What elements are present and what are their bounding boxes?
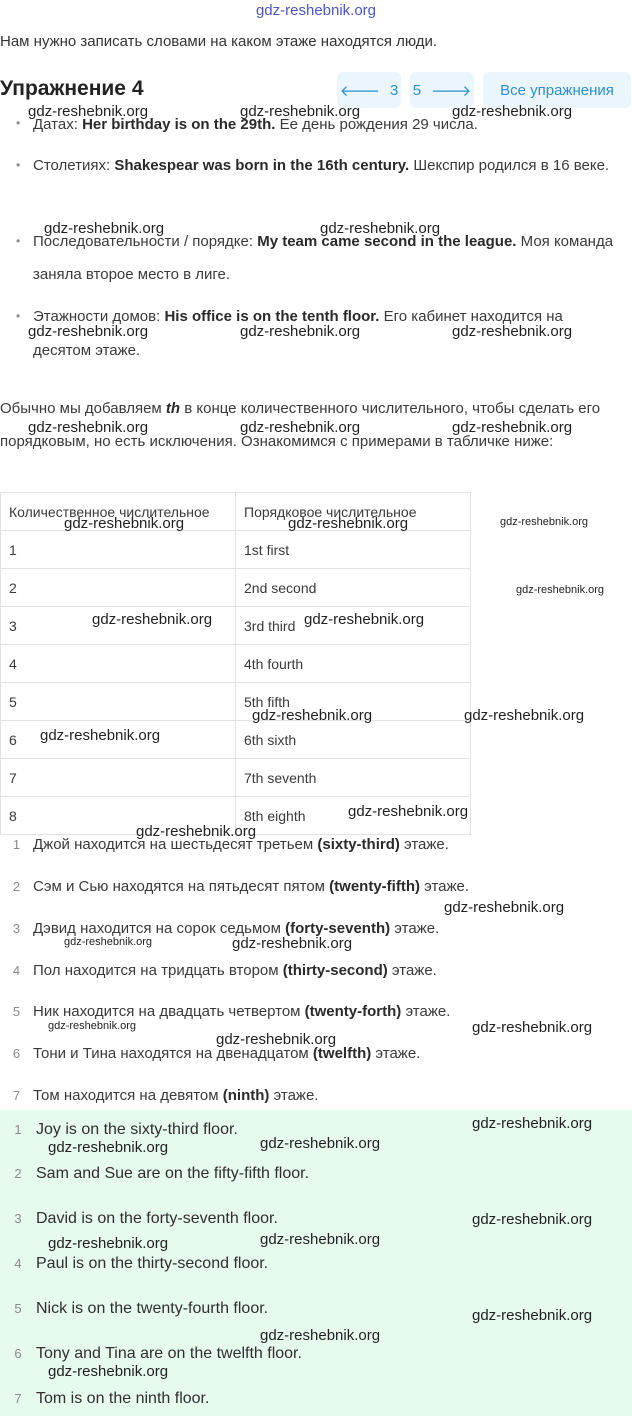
watermark: gdz-reshebnik.org	[48, 1363, 169, 1380]
task-item: 4 Пол находится на тридцать втором (thirty-second) этаже.	[12, 962, 437, 979]
watermark: gdz-reshebnik.org	[28, 419, 149, 436]
watermark: gdz-reshebnik.org	[48, 1020, 137, 1032]
watermark: gdz-reshebnik.org	[260, 1327, 381, 1344]
watermark: gdz-reshebnik.org	[260, 1135, 381, 1152]
arrow-right-icon: 🡒	[431, 82, 472, 100]
table-cell: 5	[1, 683, 236, 721]
table-row	[1, 569, 471, 607]
table-row	[1, 683, 471, 721]
bullet-icon: •	[16, 234, 21, 248]
bullet-icon: •	[16, 309, 21, 323]
watermark: gdz-reshebnik.org	[240, 419, 361, 436]
watermark: gdz-reshebnik.org	[444, 899, 565, 916]
table-cell: 3	[1, 607, 236, 645]
watermark: gdz-reshebnik.org	[452, 419, 573, 436]
watermark: gdz-reshebnik.org	[216, 1031, 337, 1048]
watermark: gdz-reshebnik.org	[48, 1139, 169, 1156]
task-item: 1 Джой находится на шестьдесят третьем (sixty-third) этаже.	[12, 836, 449, 853]
watermark: gdz-reshebnik.org	[136, 823, 257, 840]
table-cell: 1	[1, 531, 236, 569]
watermark: gdz-reshebnik.org	[464, 707, 585, 724]
list-item: Этажности домов: His office is on the tenth floor. Его кабинет находится на десятом этаже.	[33, 308, 563, 359]
list-item: Датах: Her birthday is on the 29th. Ее день рождения 29 числа.	[33, 116, 478, 133]
task-item: 3 Дэвид находится на сорок седьмом (forty-seventh) этаже.	[12, 920, 440, 937]
table-cell: 3rd third	[236, 607, 471, 645]
watermark: gdz-reshebnik.org	[64, 936, 153, 948]
table-cell: 6th sixth	[236, 721, 471, 759]
all-exercises-button[interactable]: Все упражнения	[483, 72, 631, 108]
table-cell: 2nd second	[236, 569, 471, 607]
table-cell: 8	[1, 797, 236, 835]
table-row	[1, 759, 471, 797]
table-row	[1, 645, 471, 683]
table-header-cell: Порядковое числительное	[236, 493, 471, 531]
intro-text: Нам нужно записать словами на каком этаже находятся люди.	[0, 33, 438, 50]
prev-exercise-label: 3	[389, 81, 399, 99]
ordinal-table	[0, 492, 471, 835]
task-item: 2 Сэм и Сью находятся на пятьдесят пятом (twenty-fifth) этаже.	[12, 878, 470, 895]
bullet-icon: •	[16, 158, 21, 172]
watermark: gdz-reshebnik.org	[516, 584, 605, 596]
watermark: gdz-reshebnik.org	[472, 1115, 593, 1132]
list-item: Столетиях: Shakespear was born in the 16th century. Шекспир родился в 16 веке.	[33, 157, 610, 174]
answer-item: 3 David is on the forty-seventh floor.	[14, 1210, 278, 1227]
watermark: gdz-reshebnik.org	[92, 611, 213, 628]
table-cell: 5th fifth	[236, 683, 471, 721]
watermark: gdz-reshebnik.org	[288, 515, 409, 532]
watermark: gdz-reshebnik.org	[348, 803, 469, 820]
table-cell: 4	[1, 645, 236, 683]
list-item: Последовательности / порядке: My team came second in the league. Моя команда заняла второе место в лиге.	[33, 233, 614, 283]
watermark: gdz-reshebnik.org	[452, 323, 573, 340]
watermark: gdz-reshebnik.org	[40, 727, 161, 744]
answer-item: 1 Joy is on the sixty-third floor.	[14, 1121, 238, 1138]
watermark: gdz-reshebnik.org	[44, 220, 165, 237]
watermark: gdz-reshebnik.org	[472, 1307, 593, 1324]
table-header-cell: Количественное числительное	[1, 493, 236, 531]
watermark: gdz-reshebnik.org	[232, 935, 353, 952]
table-cell: 7th seventh	[236, 759, 471, 797]
task-item: 7 Том находится на девятом (ninth) этаже.	[12, 1087, 319, 1104]
watermark: gdz-reshebnik.org	[28, 103, 149, 120]
answer-item: 4 Paul is on the thirty-second floor.	[14, 1255, 269, 1272]
answer-item: 2 Sam and Sue are on the fifty-fifth floor.	[14, 1165, 310, 1182]
watermark: gdz-reshebnik.org	[260, 1231, 381, 1248]
next-exercise-label: 5	[412, 81, 422, 99]
table-cell: 1st first	[236, 531, 471, 569]
table-cell: 6	[1, 721, 236, 759]
bullet-icon: •	[16, 116, 21, 130]
watermark: gdz-reshebnik.org	[320, 220, 441, 237]
arrow-left-icon: 🡐	[339, 82, 380, 100]
explanation-paragraph: Обычно мы добавляем th в конце количественного числительного, чтобы сделать его порядковым, но есть исключения. Ознакомимся с примерами в табличке ниже:	[0, 400, 601, 450]
task-item: 6 Тони и Тина находятся на двенадцатом (twelfth) этаже.	[12, 1045, 421, 1062]
watermark: gdz-reshebnik.org	[48, 1235, 169, 1252]
watermark: gdz-reshebnik.org	[304, 611, 425, 628]
watermark: gdz-reshebnik.org	[500, 516, 589, 528]
watermark: gdz-reshebnik.org	[472, 1019, 593, 1036]
watermark: gdz-reshebnik.org	[452, 103, 573, 120]
answer-item: 5 Nick is on the twenty-fourth floor.	[14, 1300, 269, 1317]
watermark: gdz-reshebnik.org	[64, 515, 185, 532]
answer-item: 6 Tony and Tina are on the twelfth floor.	[14, 1345, 302, 1362]
watermark: gdz-reshebnik.org	[240, 103, 361, 120]
table-cell: 4th fourth	[236, 645, 471, 683]
table-row	[1, 531, 471, 569]
answer-item: 7 Tom is on the ninth floor.	[14, 1390, 210, 1407]
task-item: 5 Ник находится на двадцать четвертом (twenty-forth) этаже.	[12, 1003, 451, 1020]
table-cell: 2	[1, 569, 236, 607]
table-cell: 8th eighth	[236, 797, 471, 835]
exercise-title: Упражнение 4	[0, 77, 144, 100]
watermark: gdz-reshebnik.org	[472, 1211, 593, 1228]
site-header-link[interactable]: gdz-reshebnik.org	[255, 2, 377, 19]
table-cell: 7	[1, 759, 236, 797]
watermark: gdz-reshebnik.org	[28, 323, 149, 340]
watermark: gdz-reshebnik.org	[252, 707, 373, 724]
watermark: gdz-reshebnik.org	[240, 323, 361, 340]
